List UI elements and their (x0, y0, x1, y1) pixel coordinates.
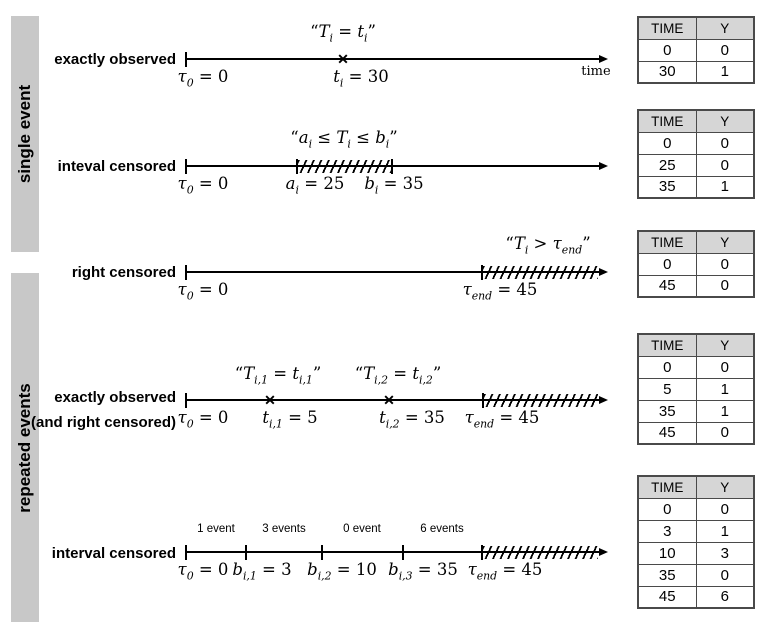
table-row (638, 275, 754, 297)
timeline-axis (186, 165, 600, 167)
table-cell: 35 (638, 176, 696, 198)
row-label-line1: exactly observed (54, 389, 176, 406)
table-cell: 0 (696, 564, 754, 586)
hatched-censored-region (484, 394, 598, 407)
table-header-cell: TIME (638, 476, 696, 498)
tick-label-ti2-35: $t_{i,2} = 35$ (379, 408, 445, 431)
arrowhead-icon (599, 162, 608, 170)
event-x-marker-icon: ✕ (264, 392, 276, 408)
tick-label-tau0: $\tau_0 = 0$ (177, 560, 229, 583)
table-row (638, 564, 754, 586)
tick-label-tau-end45: $\tau_{end} = 45$ (462, 280, 538, 303)
row-label: inteval censored (57, 158, 176, 175)
data-table-repeated-interval (637, 475, 755, 609)
table-cell: 45 (638, 586, 696, 608)
tick-label-tau0: $\tau_0 = 0$ (177, 408, 229, 431)
table-cell: 0 (696, 356, 754, 378)
arrowhead-icon (599, 268, 608, 276)
table-row (638, 356, 754, 378)
table-row (638, 61, 754, 83)
tick-label-tau0: $\tau_0 = 0$ (177, 174, 229, 197)
table-cell: 0 (696, 39, 754, 61)
tick-origin (185, 393, 187, 408)
table-cell: 0 (638, 498, 696, 520)
event-x-marker-icon: ✕ (337, 51, 349, 67)
table-row (638, 176, 754, 198)
table-cell: 0 (696, 498, 754, 520)
table-cell: 25 (638, 154, 696, 176)
row-label: right censored (71, 264, 176, 281)
table-cell: 45 (638, 275, 696, 297)
tick-label-bi3-35: $b_{i,3} = 35$ (388, 560, 458, 583)
data-table-exactly-observed (637, 16, 755, 84)
table-cell: 1 (696, 176, 754, 198)
table-row (638, 520, 754, 542)
tick-origin (185, 265, 187, 280)
table-header-cell: Y (696, 334, 754, 356)
event-count-label: 1 event (197, 523, 235, 535)
table-cell: 1 (696, 400, 754, 422)
table-cell: 3 (638, 520, 696, 542)
table-cell: 0 (638, 39, 696, 61)
table-header-row (638, 231, 754, 253)
table-header-row (638, 476, 754, 498)
table-cell: 3 (696, 542, 754, 564)
tick-label-tau0: $\tau_0 = 0$ (177, 67, 229, 90)
annotation-interval-censored: “$a_i \le T_i \le b_i$” (290, 128, 398, 151)
table-cell: 10 (638, 542, 696, 564)
table-cell: 0 (696, 422, 754, 444)
event-count-label: 0 event (343, 523, 381, 535)
table-header-cell: TIME (638, 231, 696, 253)
table-cell: 0 (696, 132, 754, 154)
table-row (638, 422, 754, 444)
tick-label-ti30: $t_i = 30$ (333, 67, 389, 90)
annotation-event-2: “$T_{i,2} = t_{i,2}$” (354, 364, 442, 387)
table-header-cell: TIME (638, 17, 696, 39)
data-table-right-censored (637, 230, 755, 298)
table-cell: 1 (696, 520, 754, 542)
arrowhead-icon (599, 396, 608, 404)
row-label (28, 385, 176, 435)
row-label: exactly observed (54, 51, 176, 68)
table-header-cell: Y (696, 476, 754, 498)
table-row (638, 253, 754, 275)
tick-label-bi35: $b_i = 35$ (364, 174, 424, 197)
tick-label-tau-end45: $\tau_{end} = 45$ (464, 408, 540, 431)
tick-label-ai25: $a_i = 25$ (285, 174, 345, 197)
table-header-cell: Y (696, 231, 754, 253)
table-cell: 5 (638, 378, 696, 400)
event-count-label: 6 events (420, 523, 464, 535)
table-cell: 0 (696, 154, 754, 176)
tick-label-tau-end45: $\tau_{end} = 45$ (467, 560, 543, 583)
data-table-interval-censored (637, 109, 755, 199)
table-row (638, 586, 754, 608)
event-count-label: 3 events (262, 523, 306, 535)
row-label: interval censored (51, 545, 176, 562)
table-row (638, 154, 754, 176)
tick-interval-end (391, 159, 393, 174)
table-row (638, 498, 754, 520)
table-header-cell: Y (696, 110, 754, 132)
timeline-axis (186, 58, 600, 60)
table-cell: 35 (638, 564, 696, 586)
table-header-cell: Y (696, 17, 754, 39)
repeated-events-group-label: repeated events (15, 382, 34, 513)
arrowhead-icon (599, 548, 608, 556)
annotation-exact-event: “$T_i = t_i$” (310, 22, 376, 45)
table-cell: 6 (696, 586, 754, 608)
single-event-group-label: single event (15, 84, 34, 184)
table-row (638, 400, 754, 422)
time-axis-label: time (581, 64, 611, 79)
repeated-events-group-bar (11, 273, 39, 622)
tick-label-bi1-3: $b_{i,1} = 3$ (232, 560, 292, 583)
table-cell: 0 (696, 275, 754, 297)
tick-origin (185, 545, 187, 560)
row-label-line2: (and right censored) (30, 414, 176, 431)
table-cell: 0 (638, 253, 696, 275)
table-cell: 0 (696, 253, 754, 275)
table-row (638, 378, 754, 400)
table-cell: 0 (638, 132, 696, 154)
table-cell: 1 (696, 378, 754, 400)
tick-origin (185, 159, 187, 174)
hatched-interval (298, 160, 391, 173)
table-cell: 30 (638, 61, 696, 83)
table-header-row (638, 334, 754, 356)
tick-origin (185, 52, 187, 67)
table-cell: 45 (638, 422, 696, 444)
table-cell: 1 (696, 61, 754, 83)
tick-label-ti1-5: $t_{i,1} = 5$ (262, 408, 318, 431)
arrowhead-icon (599, 55, 608, 63)
tick-bi3 (402, 545, 404, 560)
table-header-row (638, 110, 754, 132)
table-row (638, 39, 754, 61)
table-row (638, 542, 754, 564)
annotation-event-1: “$T_{i,1} = t_{i,1}$” (234, 364, 322, 387)
event-x-marker-icon: ✕ (383, 392, 395, 408)
data-table-repeated-exact (637, 333, 755, 445)
tick-label-tau0: $\tau_0 = 0$ (177, 280, 229, 303)
table-row (638, 132, 754, 154)
hatched-censored-region (483, 546, 598, 559)
tick-label-bi2-10: $b_{i,2} = 10$ (307, 560, 377, 583)
hatched-censored-region (483, 266, 598, 279)
table-header-row (638, 17, 754, 39)
table-header-cell: TIME (638, 334, 696, 356)
annotation-right-censored: “$T_i > \tau_{end}$” (505, 234, 591, 257)
table-cell: 0 (638, 356, 696, 378)
table-header-cell: TIME (638, 110, 696, 132)
table-cell: 35 (638, 400, 696, 422)
tick-bi1 (245, 545, 247, 560)
tick-bi2 (321, 545, 323, 560)
